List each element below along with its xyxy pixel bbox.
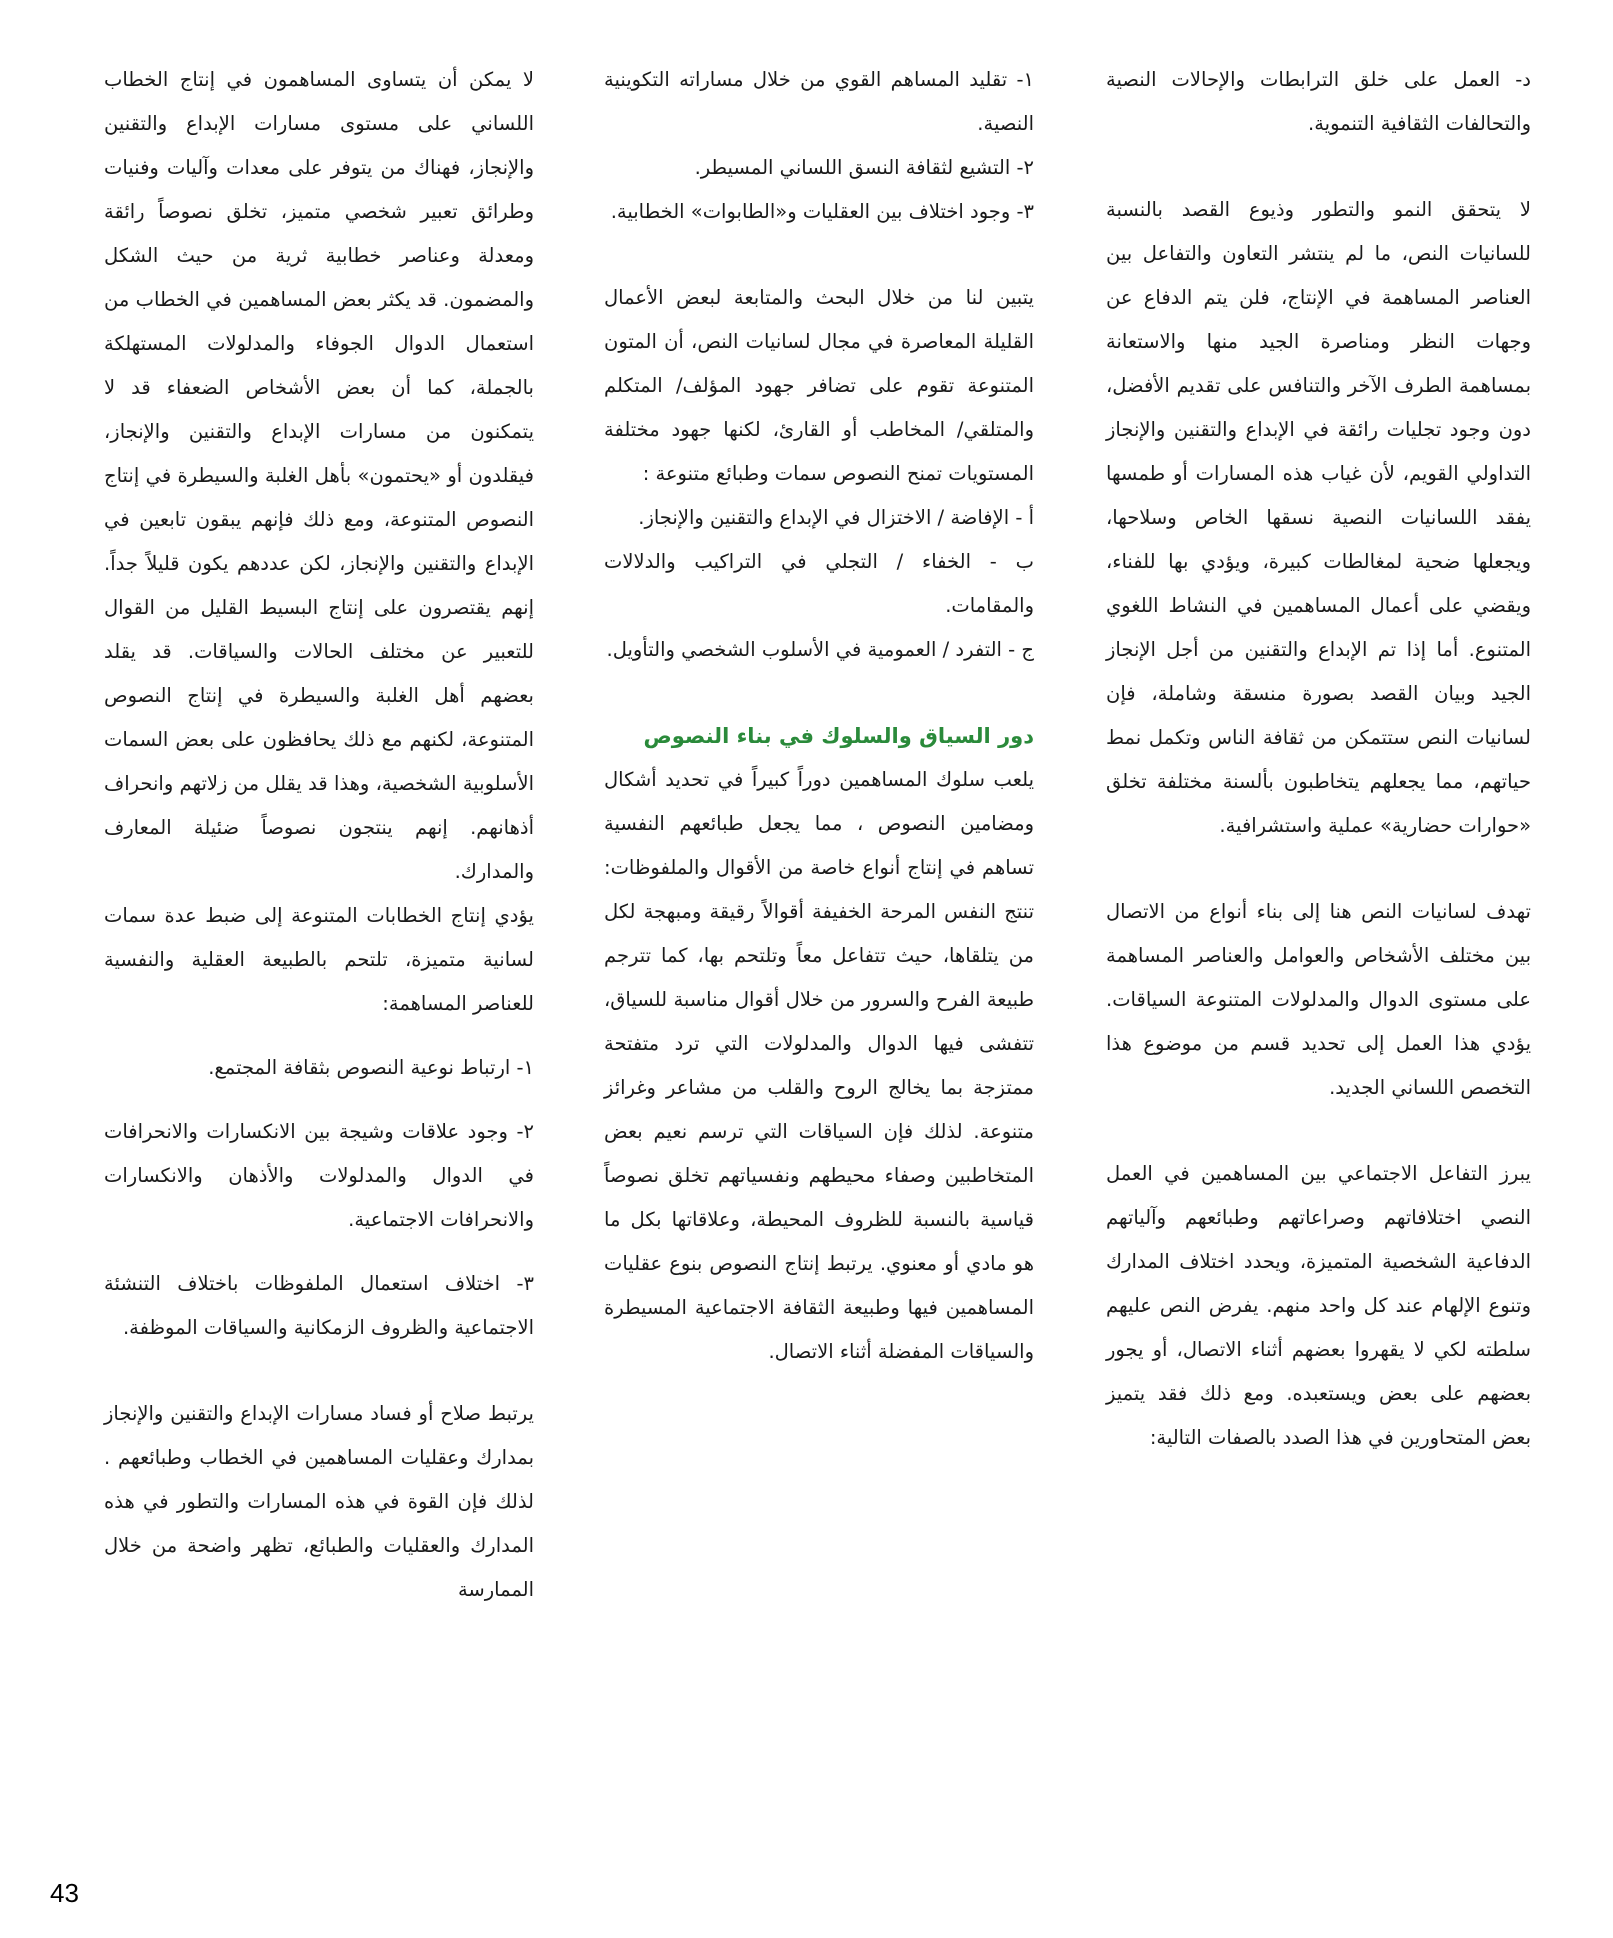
paragraph: د- العمل على خلق الترابطات والإحالات النصية والتحالفات الثقافية التنموية. bbox=[1106, 68, 1531, 135]
left-column bbox=[104, 58, 534, 1612]
list-item: ٢- وجود علاقات وشيجة بين الانكسارات والانحرافات في الدوال والمدلولات والأذهان والانكسارات والانحرافات الاجتماعية. bbox=[104, 1120, 534, 1231]
section-heading: دور السياق والسلوك في بناء النصوص bbox=[643, 724, 1034, 748]
list-item: ٣- وجود اختلاف بين العقليات و«الطابوات» الخطابية. bbox=[610, 200, 1034, 223]
paragraph: يبرز التفاعل الاجتماعي بين المساهمين في العمل النصي اختلافاتهم وصراعاتهم وطبائعهم وآلياتهم الدفاعية الشخصية المتميزة، ويحدد اختلاف المدارك وتنوع الإلهام عند كل واحد منهم. يفرض النص عليهم سلطته لكي لا يقهروا بعضهم أثناء الاتصال، أو يجور بعضهم على بعض ويستعبده. ومع ذلك فقد يتميز بعض المتحاورين في هذا الصدد بالصفات التالية: bbox=[1106, 1162, 1531, 1449]
list-item: أ - الإفاضة / الاختزال في الإبداع والتقنين والإنجاز. bbox=[638, 506, 1034, 529]
paragraph: يرتبط صلاح أو فساد مسارات الإبداع والتقنين والإنجاز بمدارك وعقليات المساهمين في الخطاب وطبائعهم . لذلك فإن القوة في هذه المسارات والتطور في هذه المدارك والعقليات والطبائع، تظهر واضحة من خلال الممارسة bbox=[104, 1402, 534, 1601]
list-item: ١- ارتباط نوعية النصوص بثقافة المجتمع. bbox=[208, 1056, 534, 1079]
middle-column bbox=[604, 58, 1034, 1374]
paragraph: يؤدي إنتاج الخطابات المتنوعة إلى ضبط عدة سمات لسانية متميزة، تلتحم بالطبيعة العقلية والنفسية للعناصر المساهمة: bbox=[104, 904, 534, 1015]
list-item: ج - التفرد / العمومية في الأسلوب الشخصي والتأويل. bbox=[606, 638, 1034, 661]
right-column bbox=[1106, 58, 1531, 1460]
list-item: ٣- اختلاف استعمال الملفوظات باختلاف التنشئة الاجتماعية والظروف الزمكانية والسياقات الموظفة. bbox=[104, 1272, 534, 1339]
page-number: 43 bbox=[50, 1878, 79, 1908]
paragraph: لا يمكن أن يتساوى المساهمون في إنتاج الخطاب اللساني على مستوى مسارات الإبداع والتقنين والإنجاز، فهناك من يتوفر على معدات وآليات وفنيات وطرائق تعبير شخصي متميز، تخلق نصوصاً رائقة ومعدلة وعناصر خطابية ثرية من حيث الشكل والمضمون. قد يكثر بعض المساهمين في الخطاب من استعمال الدوال الجوفاء والمدلولات المستهلكة بالجملة، كما أن بعض الأشخاص الضعفاء قد لا يتمكنون من مسارات الإبداع والتقنين والإنجاز، فيقلدون أو «يحتمون» بأهل الغلبة والسيطرة في إنتاج النصوص المتنوعة، ومع ذلك فإنهم يبقون تابعين في الإبداع والتقنين والإنجاز، لكن عددهم يكون قليلاً جداً. إنهم يقتصرون على إنتاج البسيط القليل من القوال للتعبير عن مختلف الحالات والسياقات. قد يقلد بعضهم أهل الغلبة والسيطرة في إنتاج النصوص المتنوعة، لكنهم مع ذلك يحافظون على بعض السمات الأسلوبية الشخصية، وهذا قد يقلل من زلاتهم وانحراف أذهانهم. إنهم ينتجون نصوصاً ضئيلة المعارف والمدارك. bbox=[104, 68, 534, 883]
paragraph: لا يتحقق النمو والتطور وذيوع القصد بالنسبة للسانيات النص، ما لم ينتشر التعاون والتفاعل بين العناصر المساهمة في الإنتاج، فلن يتم الدفاع عن وجهات النظر ومناصرة الجيد منها والاستعانة بمساهمة الطرف الآخر والتنافس على تقديم الأفضل، دون وجود تجليات رائقة في الإبداع والتقنين والإنجاز التداولي القويم، لأن غياب هذه المسارات أو طمسها يفقد اللسانيات النصية نسقها الخاص وسلاحها، ويجعلها ضحية لمغالطات كبيرة، ويؤدي بها للفناء، ويقضي على أعمال المساهمين في النشاط اللغوي المتنوع. أما إذا تم الإبداع والتقنين من أجل الإنجاز الجيد وبيان القصد بصورة منسقة وشاملة، فإن لسانيات النص ستتمكن من ثقافة الناس وتكمل نمط حياتهم، مما يجعلهم يتخاطبون بألسنة مختلفة تخلق «حوارات حضارية» عملية واستشرافية. bbox=[1106, 198, 1531, 837]
paragraph: تهدف لسانيات النص هنا إلى بناء أنواع من الاتصال بين مختلف الأشخاص والعوامل والعناصر المساهمة على مستوى الدوال والمدلولات المتنوعة السياقات. يؤدي هذا العمل إلى تحديد قسم من موضوع هذا التخصص اللساني الجديد. bbox=[1106, 900, 1531, 1099]
paragraph: يلعب سلوك المساهمين دوراً كبيراً في تحديد أشكال ومضامين النصوص ، مما يجعل طبائعهم النفسية تساهم في إنتاج أنواع خاصة من الأقوال والملفوظات: تنتج النفس المرحة الخفيفة أقوالاً رقيقة ومبهجة لكل من يتلقاها، حيث تتفاعل معاً وتلتحم بها، كما تترجم طبيعة الفرح والسرور من خلال أقوال مناسبة للسياق، تتفشى فيها الدوال والمدلولات التي ترد متفتحة ممتزجة بما يخالج الروح والقلب من مشاعر وغرائز متنوعة. لذلك فإن السياقات التي ترسم نعيم بعض المتخاطبين وصفاء محيطهم ونفسياتهم تخلق نصوصاً قياسية بالنسبة للظروف المحيطة، وعلاقاتها بكل ما هو مادي أو معنوي. يرتبط إنتاج النصوص بنوع عقليات المساهمين فيها وطبيعة الثقافة الاجتماعية المسيطرة والسياقات المفضلة أثناء الاتصال. bbox=[604, 768, 1034, 1363]
paragraph: يتبين لنا من خلال البحث والمتابعة لبعض الأعمال القليلة المعاصرة في مجال لسانيات النص، أن المتون المتنوعة تقوم على تضافر جهود المؤلف/ المتكلم والمتلقي/ المخاطب أو القارئ، لكنها جهود مختلفة المستويات تمنح النصوص سمات وطبائع متنوعة : bbox=[604, 286, 1034, 485]
list-item: ١- تقليد المساهم القوي من خلال مساراته التكوينية النصية. bbox=[604, 68, 1034, 135]
list-item: ب - الخفاء / التجلي في التراكيب والدلالات والمقامات. bbox=[604, 550, 1034, 617]
list-item: ٢- التشيع لثقافة النسق اللساني المسيطر. bbox=[694, 156, 1034, 179]
